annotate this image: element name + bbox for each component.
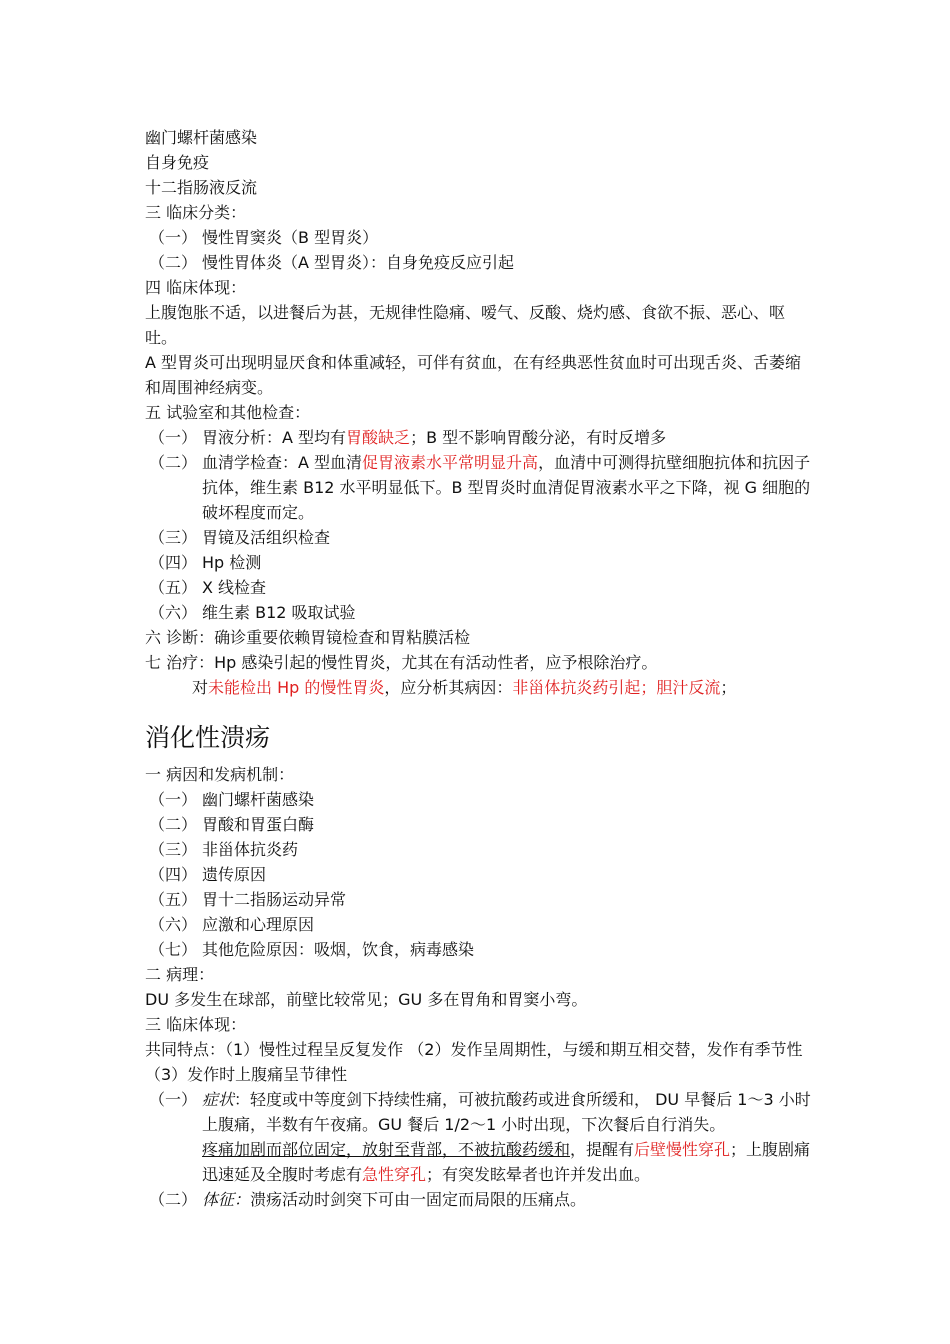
section-heading-etiology: 一 病因和发病机制：: [145, 765, 295, 784]
italic-label: 体征：: [202, 1190, 251, 1209]
list-number: （一）: [149, 1090, 198, 1109]
chapter-title: 消化性溃疡: [145, 723, 271, 752]
list-item: [145, 250, 815, 275]
list-number: （一）: [149, 228, 198, 247]
list-text: 胃十二指肠运动异常: [202, 890, 347, 909]
list-item: [145, 1187, 815, 1212]
list-number: （二）: [149, 1190, 198, 1209]
section-heading-clinical: 四 临床体现：: [145, 278, 247, 297]
text-run: ，提醒有: [570, 1140, 635, 1159]
list-item: [145, 837, 815, 862]
highlight-text: 胃酸缺乏: [346, 428, 411, 447]
list-number: （四）: [149, 553, 198, 572]
list-text: 幽门螺杆菌感染: [202, 790, 315, 809]
treatment-note: [145, 675, 815, 700]
list-number: （一）: [149, 790, 198, 809]
list-text: [202, 425, 815, 450]
highlight-text: 后壁慢性穿孔: [634, 1140, 731, 1159]
list-item: [145, 812, 815, 837]
list-number: （五）: [149, 578, 198, 597]
text-run: ：轻度或中等度剑下持续性痛，可被抗酸药或进食所缓和， DU 早餐后 1～3 小时上腹痛，半数有午夜痛。GU 餐后 1/2～1 小时出现，下次餐后自行消失。: [202, 1090, 811, 1134]
list-text: 非甾体抗炎药: [202, 840, 299, 859]
text-run: ，血清中可测得抗壁细胞抗体和抗因子抗体，维生素 B12 水平明显低下。B 型胃炎时血清促胃液素水平之下降，视 G 细胞的破坏程度而定。: [202, 453, 811, 522]
list-text: 应激和心理原因: [202, 915, 315, 934]
section-heading-clinical: 三 临床体现：: [145, 1015, 247, 1034]
cause-line-reflux: 十二指肠液反流: [145, 178, 258, 197]
cause-line-hp: 幽门螺杆菌感染: [145, 128, 258, 147]
list-text: [202, 1087, 815, 1187]
highlight-text: 促胃液素水平常明显升高: [362, 453, 539, 472]
list-item: [145, 1087, 815, 1187]
list-text: [202, 450, 815, 525]
list-number: （二）: [149, 253, 198, 272]
text-run: 血清学检查：A 型血清: [202, 453, 363, 472]
text-run: 对: [192, 678, 209, 697]
text-run: ；上腹剧痛迅速延及全腹时考虑有: [202, 1140, 811, 1184]
list-number: （四）: [149, 865, 198, 884]
text-run: 溃疡活动时剑突下可由一固定而局限的压痛点。: [250, 1190, 587, 1209]
text-run: ；B 型不影响胃酸分泌，有时反增多: [410, 428, 667, 447]
text-run: ，应分析其病因：: [384, 678, 513, 697]
list-text: Hp 检测: [202, 553, 262, 572]
list-text: 维生素 B12 吸取试验: [202, 603, 356, 622]
list-item: [145, 550, 815, 575]
list-text: 胃酸和胃蛋白酶: [202, 815, 315, 834]
list-item: [145, 912, 815, 937]
list-text: [202, 1187, 815, 1212]
paragraph-type-a: A 型胃炎可出现明显厌食和体重减轻，可伴有贫血，在有经典恶性贫血时可出现舌炎、舌萎缩和周围神经病变。: [145, 353, 802, 397]
underlined-text: 疼痛加剧而部位固定，放射至背部，不被抗酸药缓和: [202, 1140, 571, 1159]
list-text: 其他危险原因：吸烟，饮食，病毒感染: [202, 940, 475, 959]
list-text: 慢性胃窦炎（B 型胃炎）: [202, 228, 379, 247]
text-run: ；: [720, 678, 737, 697]
list-item: [145, 937, 815, 962]
highlight-text: 非甾体抗炎药引起；胆汁反流: [512, 678, 721, 697]
section-heading-pathology: 二 病理：: [145, 965, 215, 984]
list-number: （五）: [149, 890, 198, 909]
section-heading-lab: 五 试验室和其他检查：: [145, 403, 311, 422]
italic-label: 症状: [202, 1090, 235, 1109]
list-number: （二）: [149, 815, 198, 834]
list-text: 遗传原因: [202, 865, 267, 884]
list-item: [145, 787, 815, 812]
list-number: （三）: [149, 528, 198, 547]
text-run: ；有突发眩晕者也许并发出血。: [426, 1165, 651, 1184]
list-number: （二）: [149, 453, 198, 472]
list-text: 慢性胃体炎（A 型胃炎）：自身免疫反应引起: [202, 253, 515, 272]
list-item: [145, 425, 815, 450]
paragraph-symptoms: 上腹饱胀不适，以进餐后为甚，无规律性隐痛、嗳气、反酸、烧灼感、食欲不振、恶心、呕吐。: [145, 303, 786, 347]
list-number: （七）: [149, 940, 198, 959]
list-item: [145, 450, 815, 525]
highlight-text: 急性穿孔: [362, 1165, 427, 1184]
list-text: X 线检查: [202, 578, 267, 597]
highlight-text: 未能检出 Hp 的慢性胃炎: [208, 678, 385, 697]
list-number: （三）: [149, 840, 198, 859]
section-heading-classification: 三 临床分类：: [145, 203, 247, 222]
list-item: [145, 225, 815, 250]
paragraph-common-features: 共同特点：（1）慢性过程呈反复发作 （2）发作呈周期性，与缓和期互相交替，发作有季节性 （3）发作时上腹痛呈节律性: [145, 1040, 803, 1084]
document-page: [145, 125, 815, 1212]
list-number: （六）: [149, 915, 198, 934]
paragraph-pathology: DU 多发生在球部，前壁比较常见；GU 多在胃角和胃窦小弯。: [145, 990, 588, 1009]
section-heading-diagnosis: 六 诊断：确诊重要依赖胃镜检查和胃粘膜活检: [145, 628, 471, 647]
cause-line-autoimmune: 自身免疫: [145, 153, 210, 172]
list-item: [145, 575, 815, 600]
list-number: （六）: [149, 603, 198, 622]
text-run: 胃液分析：A 型均有: [202, 428, 347, 447]
list-item: [145, 525, 815, 550]
list-item: [145, 600, 815, 625]
list-text: 胃镜及活组织检查: [202, 528, 331, 547]
section-heading-treatment: 七 治疗：Hp 感染引起的慢性胃炎，尤其在有活动性者，应予根除治疗。: [145, 653, 658, 672]
list-item: [145, 862, 815, 887]
list-item: [145, 887, 815, 912]
list-number: （一）: [149, 428, 198, 447]
